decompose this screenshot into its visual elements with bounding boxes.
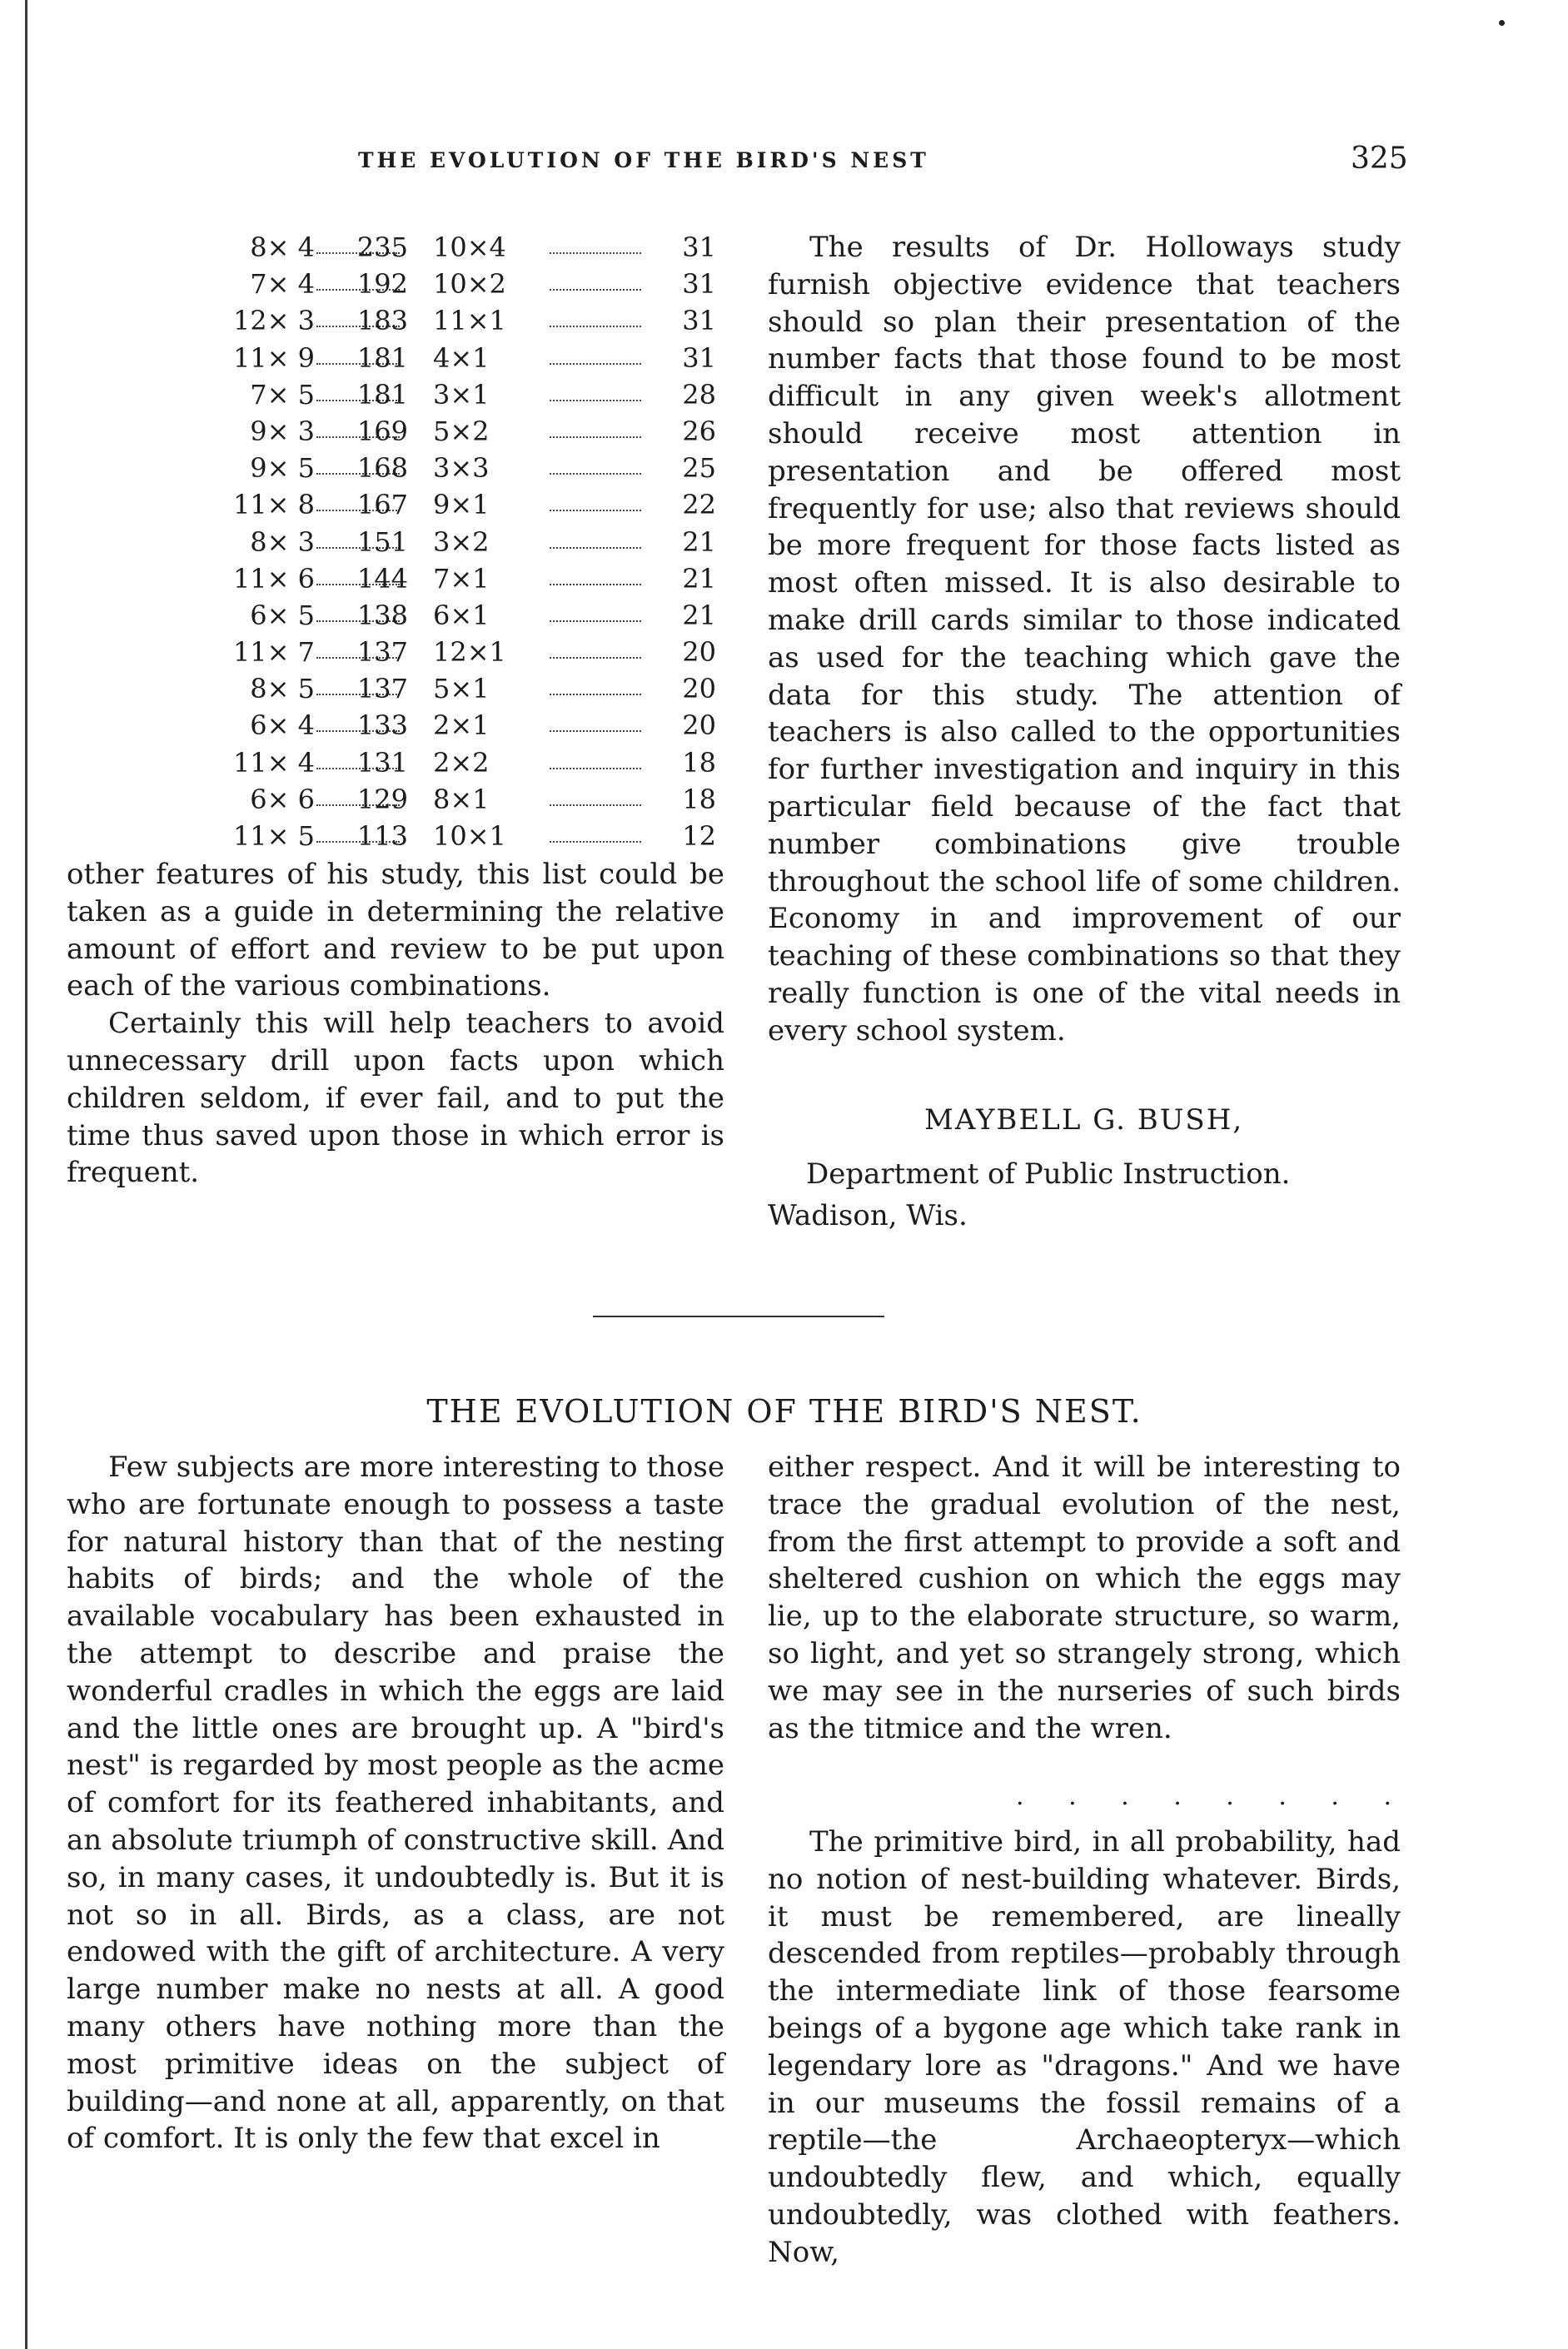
fact-label: 6× 6 <box>250 783 315 815</box>
article-right-column <box>768 1449 1401 1747</box>
scan-speck <box>1499 20 1505 26</box>
table-row <box>433 781 733 818</box>
fact-label: 9× 5 <box>250 452 315 485</box>
fact-label: 7×1 <box>433 562 490 595</box>
fact-label: 11× 8 <box>232 489 315 521</box>
scan-edge-line <box>25 0 27 2349</box>
table-row <box>433 302 733 339</box>
table-row <box>133 340 425 376</box>
fact-label: 9×1 <box>433 489 490 521</box>
paragraph: The primitive bird, in all probability, had no notion of nest-building whatever. Birds, it must be remembered, are lineally descended from reptiles—probably through the intermediate link of those fearsome beings of a bygone age which take rank in legendary lore as "dragons." And we have in our museums the fossil remains of a reptile—the Archaeopteryx—which undoubtedly flew, and which, equally undoubtedly, was clothed with feathers. Now, <box>768 1825 1401 2269</box>
facts-table-right <box>433 229 733 854</box>
signature-department: Department of Public Instruction. <box>806 1157 1291 1191</box>
signature-name: MAYBELL G. BUSH, <box>924 1103 1244 1137</box>
fact-label: 3×2 <box>433 525 490 558</box>
table-row <box>433 450 733 486</box>
table-row <box>433 413 733 450</box>
error-count: 137 <box>356 673 408 705</box>
fact-label: 11× 9 <box>232 341 315 374</box>
fact-label: 4×1 <box>433 341 490 374</box>
table-row <box>133 818 425 854</box>
table-row <box>433 707 733 744</box>
table-row <box>133 302 425 339</box>
fact-label: 2×2 <box>433 746 490 779</box>
table-row <box>133 486 425 523</box>
fact-label: 11× 5 <box>232 820 315 852</box>
error-count: 26 <box>682 415 716 447</box>
paragraph: Certainly this will help teachers to avoid unnecessary drill upon facts upon which children seldom, if ever fail, and to put the time thus saved upon those in which error is frequent. <box>67 1007 724 1190</box>
paragraph: other features of his study, this list could be taken as a guide in determining the relative amount of effort and review to be put upon each of the various combinations. <box>67 858 724 1003</box>
error-count: 20 <box>682 709 716 742</box>
fact-label: 11×1 <box>433 305 506 337</box>
section-divider <box>593 1316 884 1317</box>
fact-label: 11× 4 <box>232 746 315 779</box>
table-row <box>433 266 733 302</box>
right-column-text <box>768 229 1401 1050</box>
error-count: 21 <box>682 599 716 631</box>
fact-label: 8×1 <box>433 783 490 815</box>
fact-label: 10×4 <box>433 231 506 263</box>
table-row <box>433 340 733 376</box>
table-row <box>133 634 425 670</box>
fact-label: 10×1 <box>433 820 506 852</box>
error-count: 235 <box>356 231 408 263</box>
error-count: 20 <box>682 636 716 669</box>
facts-table-left <box>133 229 425 854</box>
error-count: 25 <box>682 452 716 485</box>
error-count: 169 <box>356 415 408 447</box>
fact-label: 3×1 <box>433 378 490 411</box>
fact-label: 2×1 <box>433 709 490 742</box>
table-row <box>433 560 733 597</box>
error-count: 31 <box>682 341 716 374</box>
fact-label: 6×1 <box>433 599 490 631</box>
article-right-column-continued <box>768 1824 1401 2272</box>
table-row <box>133 597 425 634</box>
error-count: 133 <box>356 709 408 742</box>
table-row <box>433 486 733 523</box>
fact-label: 10×2 <box>433 268 506 301</box>
fact-label: 5×2 <box>433 415 490 447</box>
fact-label: 8× 3 <box>250 525 315 558</box>
table-row <box>433 597 733 634</box>
table-row <box>133 524 425 560</box>
error-count: 131 <box>356 746 408 779</box>
table-row <box>433 670 733 707</box>
error-count: 181 <box>356 378 408 411</box>
error-count: 12 <box>682 820 716 852</box>
table-row <box>133 450 425 486</box>
error-count: 129 <box>356 783 408 815</box>
table-row <box>133 707 425 744</box>
error-count: 20 <box>682 673 716 705</box>
table-row <box>433 744 733 781</box>
table-row <box>133 781 425 818</box>
error-count: 18 <box>682 783 716 815</box>
fact-label: 5×1 <box>433 673 490 705</box>
table-row <box>433 524 733 560</box>
page-number: 325 <box>1351 142 1408 176</box>
left-column-text <box>67 856 724 1192</box>
error-count: 21 <box>682 562 716 595</box>
table-row <box>433 376 733 413</box>
error-count: 144 <box>356 562 408 595</box>
table-row <box>133 229 425 266</box>
error-count: 167 <box>356 489 408 521</box>
error-count: 183 <box>356 305 408 337</box>
error-count: 137 <box>356 636 408 669</box>
error-count: 168 <box>356 452 408 485</box>
table-row <box>133 744 425 781</box>
error-count: 28 <box>682 378 716 411</box>
fact-label: 6× 5 <box>250 599 315 631</box>
fact-label: 6× 4 <box>250 709 315 742</box>
error-count: 181 <box>356 341 408 374</box>
table-row <box>133 560 425 597</box>
fact-label: 11× 6 <box>232 562 315 595</box>
running-head: THE EVOLUTION OF THE BIRD'S NEST <box>358 148 929 172</box>
error-count: 22 <box>682 489 716 521</box>
table-row <box>133 413 425 450</box>
fact-label: 7× 5 <box>250 378 315 411</box>
error-count: 31 <box>682 231 716 263</box>
fact-label: 11× 7 <box>232 636 315 669</box>
error-count: 18 <box>682 746 716 779</box>
error-count: 138 <box>356 599 408 631</box>
fact-label: 12×1 <box>433 636 506 669</box>
error-count: 31 <box>682 305 716 337</box>
table-row <box>133 376 425 413</box>
error-count: 113 <box>356 820 408 852</box>
table-row <box>433 818 733 854</box>
paragraph: either respect. And it will be interesting to trace the gradual evolution of the nest, from the first attempt to provide a soft and sheltered cushion on which the eggs may lie, up to the elaborate structure, so warm, so light, and yet so strangely strong, which we may see in the nurseries of such birds as the titmice and the wren. <box>768 1451 1401 1745</box>
table-row <box>433 634 733 670</box>
table-row <box>133 670 425 707</box>
fact-label: 9× 3 <box>250 415 315 447</box>
error-count: 31 <box>682 268 716 301</box>
paragraph: The results of Dr. Holloways study furnish objective evidence that teachers should so plan their presentation of the number facts that those found to be most difficult in any given week's allotment should receive most attention in presentation and be offered most frequently for use; also that reviews should be more frequent for those facts listed as most often missed. It is also desirable to make drill cards similar to those indicated as used for the teaching which gave the data for this study. The attention of teachers is also called to the opportunities for further investigation and inquiry in this particular field because of the fact that number combinations give trouble throughout the school life of some children. Economy in and improvement of our teaching of these combinations so that they really function is one of the vital needs in every school system. <box>768 231 1401 1048</box>
fact-label: 8× 4 <box>250 231 315 263</box>
article-left-column <box>67 1449 724 2157</box>
fact-label: 3×3 <box>433 452 490 485</box>
error-count: 21 <box>682 525 716 558</box>
fact-label: 12× 3 <box>232 305 315 337</box>
table-row <box>133 266 425 302</box>
section-break-dots: . . . . . . . . <box>1016 1782 1411 1811</box>
paragraph: Few subjects are more interesting to those who are fortunate enough to possess a taste for natural history than that of the nesting habits of birds; and the whole of the available vocabulary has been exhausted in the attempt to describe and praise the wonderful cradles in which the eggs are laid and the little ones are brought up. A "bird's nest" is regarded by most people as the acme of comfort for its feathered inhabitants, and an absolute triumph of constructive skill. And so, in many cases, it undoubtedly is. But it is not so in all. Birds, as a class, are not endowed with the gift of architecture. A very large number make no nests at all. A good many others have nothing more than the most primitive ideas on the subject of building—and none at all, apparently, on that of comfort. It is only the few that excel in <box>67 1451 724 2156</box>
fact-label: 7× 4 <box>250 268 315 301</box>
article-title: THE EVOLUTION OF THE BIRD'S NEST. <box>426 1393 1142 1430</box>
fact-label: 8× 5 <box>250 673 315 705</box>
error-count: 151 <box>356 525 408 558</box>
table-row <box>433 229 733 266</box>
signature-place: Wadison, Wis. <box>768 1199 968 1232</box>
error-count: 192 <box>356 268 408 301</box>
